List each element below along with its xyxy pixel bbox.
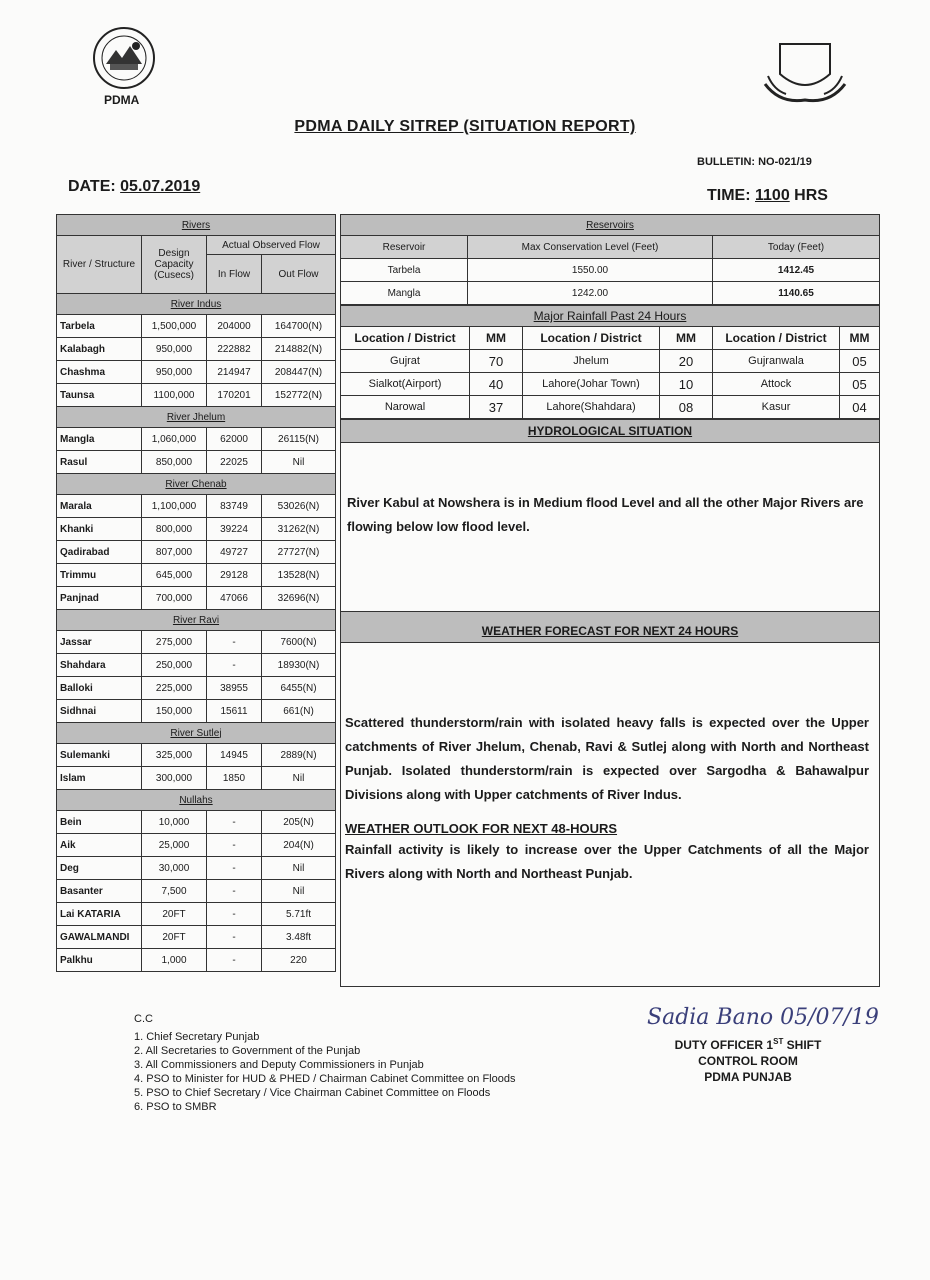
design-capacity: 1,000 [142,949,207,972]
hydrological-box [340,443,880,611]
design-capacity: 807,000 [142,541,207,564]
design-capacity: 300,000 [142,767,207,790]
list-item: 4. PSO to Minister for HUD & PHED / Chairman Cabinet Committee on Floods [134,1073,516,1085]
inflow-value: 170201 [207,384,262,407]
structure-name: Palkhu [57,949,142,972]
control-room-label: CONTROL ROOM [698,1054,798,1068]
bulletin-number: BULLETIN: NO-021/19 [697,156,812,168]
hydrological-section-title: HYDROLOGICAL SITUATION [340,419,880,443]
forecast-text: Scattered thunderstorm/rain with isolated heavy falls is expected over the Upper catchments of River Jhelum, Chenab, Ravi & Sutlej along with North and Northeast Punjab. Isolated thunderstorm/rain is expected over Sargodha & Bahawalpur Divisions along with Upper catchments of River Indus. [345,715,869,802]
table-row [57,811,336,834]
table-row [57,880,336,903]
design-capacity: 150,000 [142,700,207,723]
table-row [341,259,880,282]
col-actual-flow: Actual Observed Flow [207,236,336,255]
outflow-value: 53026(N) [262,495,336,518]
rain-mm: 08 [660,396,713,419]
outflow-value: 205(N) [262,811,336,834]
pdma-logo [92,26,156,90]
pdma-logo-label: PDMA [104,93,140,107]
outflow-value: Nil [262,857,336,880]
report-time: TIME: 1100 HRS [707,187,828,204]
reservoir-max: 1242.00 [468,282,713,305]
table-row [57,926,336,949]
structure-name: Tarbela [57,315,142,338]
col-today-level: Today (Feet) [713,236,880,259]
pdma-punjab-label: PDMA PUNJAB [704,1070,792,1084]
table-row [57,744,336,767]
hydrological-text: River Kabul at Nowshera is in Medium flood Level and all the other Major Rivers are flowing below low flood level. [347,495,864,534]
list-item: 2. All Secretaries to Government of the Punjab [134,1045,361,1057]
table-row [57,428,336,451]
rain-mm: 04 [840,396,880,419]
river-group-title: River Ravi [57,610,336,631]
river-group-title: River Indus [57,294,336,315]
design-capacity: 1100,000 [142,384,207,407]
table-row [341,282,880,305]
rain-location: Gujrat [341,350,470,373]
col-location-2: Location / District [523,327,660,350]
inflow-value: - [207,903,262,926]
forecast-box [340,643,880,987]
col-location-3: Location / District [713,327,840,350]
table-row [57,338,336,361]
river-group-title: River Sutlej [57,723,336,744]
outflow-value: Nil [262,451,336,474]
rainfall-section-title: Major Rainfall Past 24 Hours [341,306,880,327]
river-group-title: River Jhelum [57,407,336,428]
inflow-value: 83749 [207,495,262,518]
structure-name: Taunsa [57,384,142,407]
structure-name: Bein [57,811,142,834]
rain-mm: 10 [660,373,713,396]
design-capacity: 950,000 [142,338,207,361]
inflow-value: 47066 [207,587,262,610]
page-title: PDMA DAILY SITREP (SITUATION REPORT) [294,118,636,135]
structure-name: Marala [57,495,142,518]
reservoir-name: Tarbela [341,259,468,282]
rain-mm: 20 [660,350,713,373]
table-row [57,949,336,972]
inflow-value: 38955 [207,677,262,700]
reservoirs-table [340,214,880,305]
outflow-value: 214882(N) [262,338,336,361]
design-capacity: 700,000 [142,587,207,610]
inflow-value: - [207,880,262,903]
inflow-value: 15611 [207,700,262,723]
outflow-value: 164700(N) [262,315,336,338]
river-group-title: Nullahs [57,790,336,811]
rivers-section-title: Rivers [57,215,336,236]
col-inflow: In Flow [207,255,262,294]
outflow-value: Nil [262,767,336,790]
inflow-value: 204000 [207,315,262,338]
design-capacity: 325,000 [142,744,207,767]
outflow-value: 152772(N) [262,384,336,407]
outflow-value: Nil [262,880,336,903]
outflow-value: 7600(N) [262,631,336,654]
rain-location: Attock [713,373,840,396]
design-capacity: 645,000 [142,564,207,587]
inflow-value: - [207,811,262,834]
duty-officer-title: DUTY OFFICER 1ST SHIFT [674,1037,822,1052]
outflow-value: 220 [262,949,336,972]
outflow-value: 32696(N) [262,587,336,610]
table-row [57,654,336,677]
report-date: DATE: 05.07.2019 [68,178,201,195]
table-row [341,350,880,373]
inflow-value: 49727 [207,541,262,564]
col-max-level: Max Conservation Level (Feet) [468,236,713,259]
table-row [57,677,336,700]
outflow-value: 3.48ft [262,926,336,949]
col-mm-1: MM [470,327,523,350]
inflow-value: - [207,926,262,949]
cc-list [134,1012,515,1114]
rain-location: Kasur [713,396,840,419]
col-location-1: Location / District [341,327,470,350]
table-row [57,541,336,564]
punjab-govt-logo [760,34,850,110]
design-capacity: 225,000 [142,677,207,700]
rainfall-table [340,305,880,419]
table-row [57,564,336,587]
rain-location: Narowal [341,396,470,419]
structure-name: Qadirabad [57,541,142,564]
col-mm-2: MM [660,327,713,350]
design-capacity: 950,000 [142,361,207,384]
handwritten-signature: Sadia Bano 05/07/19 [647,1005,879,1030]
inflow-value: - [207,834,262,857]
inflow-value: - [207,654,262,677]
rain-mm: 05 [840,350,880,373]
outflow-value: 6455(N) [262,677,336,700]
outflow-value: 2889(N) [262,744,336,767]
structure-name: Kalabagh [57,338,142,361]
structure-name: Sulemanki [57,744,142,767]
col-structure: River / Structure [57,236,142,294]
design-capacity: 7,500 [142,880,207,903]
list-item: 1. Chief Secretary Punjab [134,1031,260,1043]
inflow-value: - [207,857,262,880]
inflow-value: - [207,949,262,972]
reservoir-name: Mangla [341,282,468,305]
rain-mm: 05 [840,373,880,396]
structure-name: Sidhnai [57,700,142,723]
inflow-value: 39224 [207,518,262,541]
outflow-value: 204(N) [262,834,336,857]
right-panel [340,214,880,987]
outlook-text: Rainfall activity is likely to increase over the Upper Catchments of all the Major Rivers along with North and Northeast Punjab. [345,842,869,881]
structure-name: Jassar [57,631,142,654]
inflow-value: 214947 [207,361,262,384]
reservoir-today: 1140.65 [713,282,880,305]
table-row [57,384,336,407]
structure-name: Khanki [57,518,142,541]
design-capacity: 10,000 [142,811,207,834]
structure-name: Panjnad [57,587,142,610]
outflow-value: 31262(N) [262,518,336,541]
structure-name: Balloki [57,677,142,700]
table-row [57,518,336,541]
design-capacity: 800,000 [142,518,207,541]
table-row [57,587,336,610]
inflow-value: 29128 [207,564,262,587]
inflow-value: 22025 [207,451,262,474]
table-row [57,451,336,474]
table-row [57,631,336,654]
outflow-value: 13528(N) [262,564,336,587]
rain-mm: 37 [470,396,523,419]
structure-name: Rasul [57,451,142,474]
design-capacity: 275,000 [142,631,207,654]
forecast-section-title: WEATHER FORECAST FOR NEXT 24 HOURS [340,611,880,643]
design-capacity: 20FT [142,926,207,949]
structure-name: Islam [57,767,142,790]
outlook-title: WEATHER OUTLOOK FOR NEXT 48-HOURS [345,821,618,836]
design-capacity: 1,500,000 [142,315,207,338]
table-row [57,361,336,384]
table-row [57,700,336,723]
punjab-crest-icon [760,34,850,110]
design-capacity: 250,000 [142,654,207,677]
rain-mm: 40 [470,373,523,396]
list-item: 3. All Commissioners and Deputy Commissioners in Punjab [134,1059,424,1071]
outflow-value: 5.71ft [262,903,336,926]
outflow-value: 18930(N) [262,654,336,677]
table-row [57,495,336,518]
reservoir-max: 1550.00 [468,259,713,282]
structure-name: Lai KATARIA [57,903,142,926]
duty-officer-block [648,1034,848,1085]
rain-mm: 70 [470,350,523,373]
structure-name: Aik [57,834,142,857]
structure-name: Deg [57,857,142,880]
structure-name: Shahdara [57,654,142,677]
inflow-value: 14945 [207,744,262,767]
col-design-capacity: Design Capacity (Cusecs) [142,236,207,294]
design-capacity: 30,000 [142,857,207,880]
inflow-value: - [207,631,262,654]
reservoirs-section-title: Reservoirs [341,215,880,236]
rain-location: Sialkot(Airport) [341,373,470,396]
design-capacity: 25,000 [142,834,207,857]
design-capacity: 1,100,000 [142,495,207,518]
table-row [341,373,880,396]
table-row [57,315,336,338]
table-row [57,903,336,926]
table-row [57,767,336,790]
outflow-value: 661(N) [262,700,336,723]
rain-location: Lahore(Shahdara) [523,396,660,419]
cc-label: C.C [134,1013,153,1025]
structure-name: Basanter [57,880,142,903]
outflow-value: 27727(N) [262,541,336,564]
list-item: 5. PSO to Chief Secretary / Vice Chairman Cabinet Committee on Floods [134,1087,491,1099]
col-outflow: Out Flow [262,255,336,294]
structure-name: Mangla [57,428,142,451]
col-mm-3: MM [840,327,880,350]
inflow-value: 62000 [207,428,262,451]
col-reservoir: Reservoir [341,236,468,259]
rivers-table [56,214,336,972]
design-capacity: 850,000 [142,451,207,474]
inflow-value: 222882 [207,338,262,361]
table-row [341,396,880,419]
outflow-value: 26115(N) [262,428,336,451]
rain-location: Jhelum [523,350,660,373]
inflow-value: 1850 [207,767,262,790]
structure-name: GAWALMANDI [57,926,142,949]
river-group-title: River Chenab [57,474,336,495]
rain-location: Lahore(Johar Town) [523,373,660,396]
rain-location: Gujranwala [713,350,840,373]
list-item: 6. PSO to SMBR [134,1101,217,1113]
outflow-value: 208447(N) [262,361,336,384]
table-row [57,857,336,880]
reservoir-today: 1412.45 [713,259,880,282]
structure-name: Trimmu [57,564,142,587]
design-capacity: 1,060,000 [142,428,207,451]
structure-name: Chashma [57,361,142,384]
pdma-emblem-icon [92,26,156,90]
design-capacity: 20FT [142,903,207,926]
table-row [57,834,336,857]
